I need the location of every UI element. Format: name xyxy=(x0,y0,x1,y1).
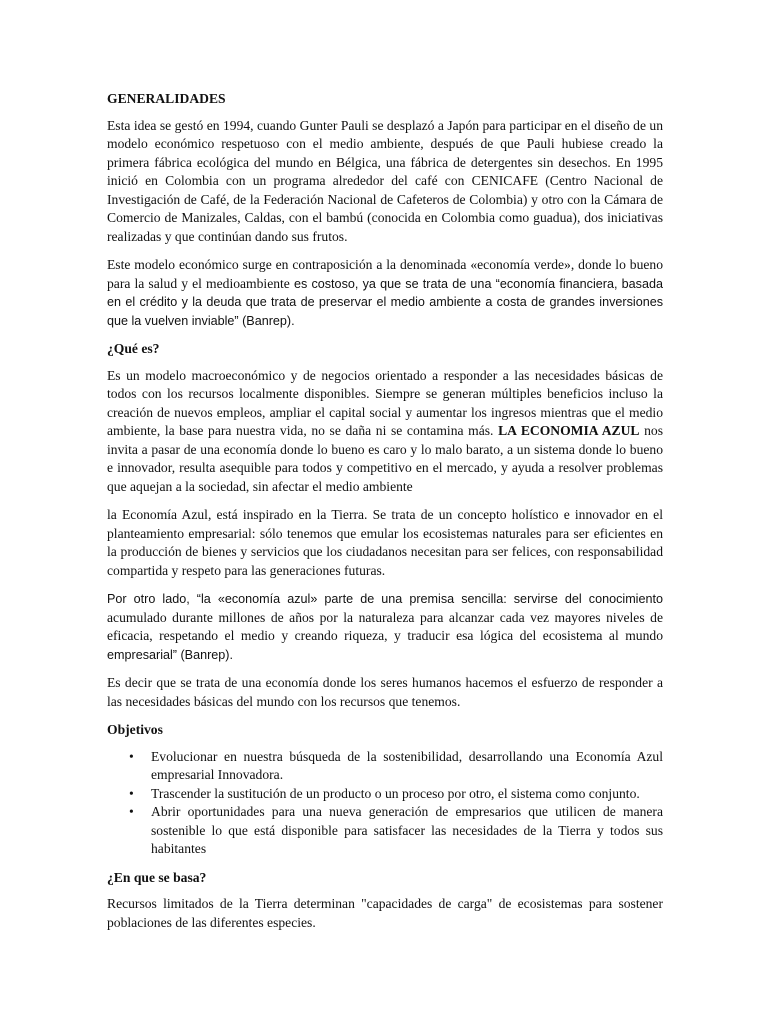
paragraph-premisa-part-a: Por otro lado, “la «economía azul» parte de una premisa sencilla: servirse del conocimiento xyxy=(107,592,663,606)
heading-en-que-se-basa: ¿En que se basa? xyxy=(107,869,207,885)
list-item-text: Abrir oportunidades para una nueva generación de empresarios que utilicen de manera sostenible lo que está disponible para satisfacer las necesidades de la Tierra y todos sus habitantes xyxy=(151,804,663,856)
paragraph-origin: Esta idea se gestó en 1994, cuando Gunter Pauli se desplazó a Japón para participar en el diseño de un modelo económico respetuoso con el medio ambiente, después de que Pauli hubiese creado la primera fábrica ecológica del mundo en Bélgica, una fábrica de detergentes sin desechos. En 1995 inició en Colombia con un programa alrededor del café con CENICAFE (Centro Nacional de Investigación de Café, de la Federación Nacional de Cafeteros de Colombia) y otro con la Cámara de Comercio de Manizales, Caldas, con el bambú (conocida en Colombia como guadua), dos iniciativas realizadas y que continúan dando sus frutos. xyxy=(107,117,663,244)
bullet-icon: • xyxy=(129,785,134,801)
paragraph-premisa-part-b: acumulado durante millones de años por la naturaleza para alcanzar cada vez mayores niveles de eficacia, respetando el medio y creando riqueza, y traducir esa lógica del ecosistema al mundo xyxy=(107,609,663,643)
paragraph-definicion xyxy=(107,367,663,497)
paragraph-contraposicion-part-b: es costoso, ya que se trata de una “economía financiera, basada en el crédito y la deuda que trata de preservar el medio ambiente a costa de grandes inversiones que la vuelven inviable” (Banrep). xyxy=(107,276,663,328)
paragraph-premisa-part-c: empresarial” (Banrep). xyxy=(107,647,233,662)
paragraph-contraposicion xyxy=(107,256,663,330)
objetivos-list xyxy=(107,748,663,859)
paragraph-es-decir: Es decir que se trata de una economía donde los seres humanos hacemos el esfuerzo de responder a las necesidades básicas del mundo con los recursos que tenemos. xyxy=(107,675,663,709)
paragraph-definicion-part-b: nos invita a pasar de una economía donde lo bueno es caro y lo malo barato, a un sistema donde lo bueno e innovador, resulta asequible para todos y competitivo en el mercado, y ayuda a resolver problemas que aquejan a la sociedad, sin afectar el medio ambiente xyxy=(107,423,664,494)
paragraph-premisa xyxy=(107,590,663,664)
paragraph-inspiracion: la Economía Azul, está inspirado en la Tierra. Se trata de un concepto holístico e innovador en el planteamiento empresarial: sólo tenemos que emular los ecosistemas naturales para ser eficientes en la producción de bienes y servicios que los ciudadanos necesitan para ser felices, con responsabilidad compartida y respeto para las generaciones futuras. xyxy=(107,507,663,578)
paragraph-definicion-part-a: Es un modelo macroeconómico y de negocios orientado a responder a las necesidades básicas de todos con los recursos localmente disponibles. Siempre se generan múltiples beneficios incluso la creación de nuevos empleos, ampliar el capital social y aumentar los ingresos mientras que el medio ambiente, la base para nuestra vida, no se daña ni se contamina más. xyxy=(107,367,663,438)
paragraph-contraposicion-part-a: Este modelo económico surge en contraposición a la denominada «economía verde», donde lo bueno para la salud y el medioambiente xyxy=(107,257,663,291)
bullet-icon: • xyxy=(129,804,134,819)
list-item-text: Evolucionar en nuestra búsqueda de la sostenibilidad, desarrollando una Economía Azul empresarial Innovadora. xyxy=(151,748,663,782)
list-item xyxy=(107,748,663,785)
list-item xyxy=(107,785,663,804)
heading-que-es: ¿Qué es? xyxy=(107,341,160,356)
heading-generalidades: GENERALIDADES xyxy=(107,91,226,106)
paragraph-recursos: Recursos limitados de la Tierra determinan "capacidades de carga" de ecosistemas para sostener poblaciones de las diferentes especies. xyxy=(107,896,663,930)
economia-azul-emphasis: LA ECONOMIA AZUL xyxy=(498,423,640,438)
heading-objetivos: Objetivos xyxy=(107,722,163,737)
list-item-text: Trascender la sustitución de un producto o un proceso por otro, el sistema como conjunto. xyxy=(151,785,640,801)
list-item xyxy=(107,803,663,859)
bullet-icon: • xyxy=(129,748,134,764)
document-page xyxy=(107,90,663,942)
